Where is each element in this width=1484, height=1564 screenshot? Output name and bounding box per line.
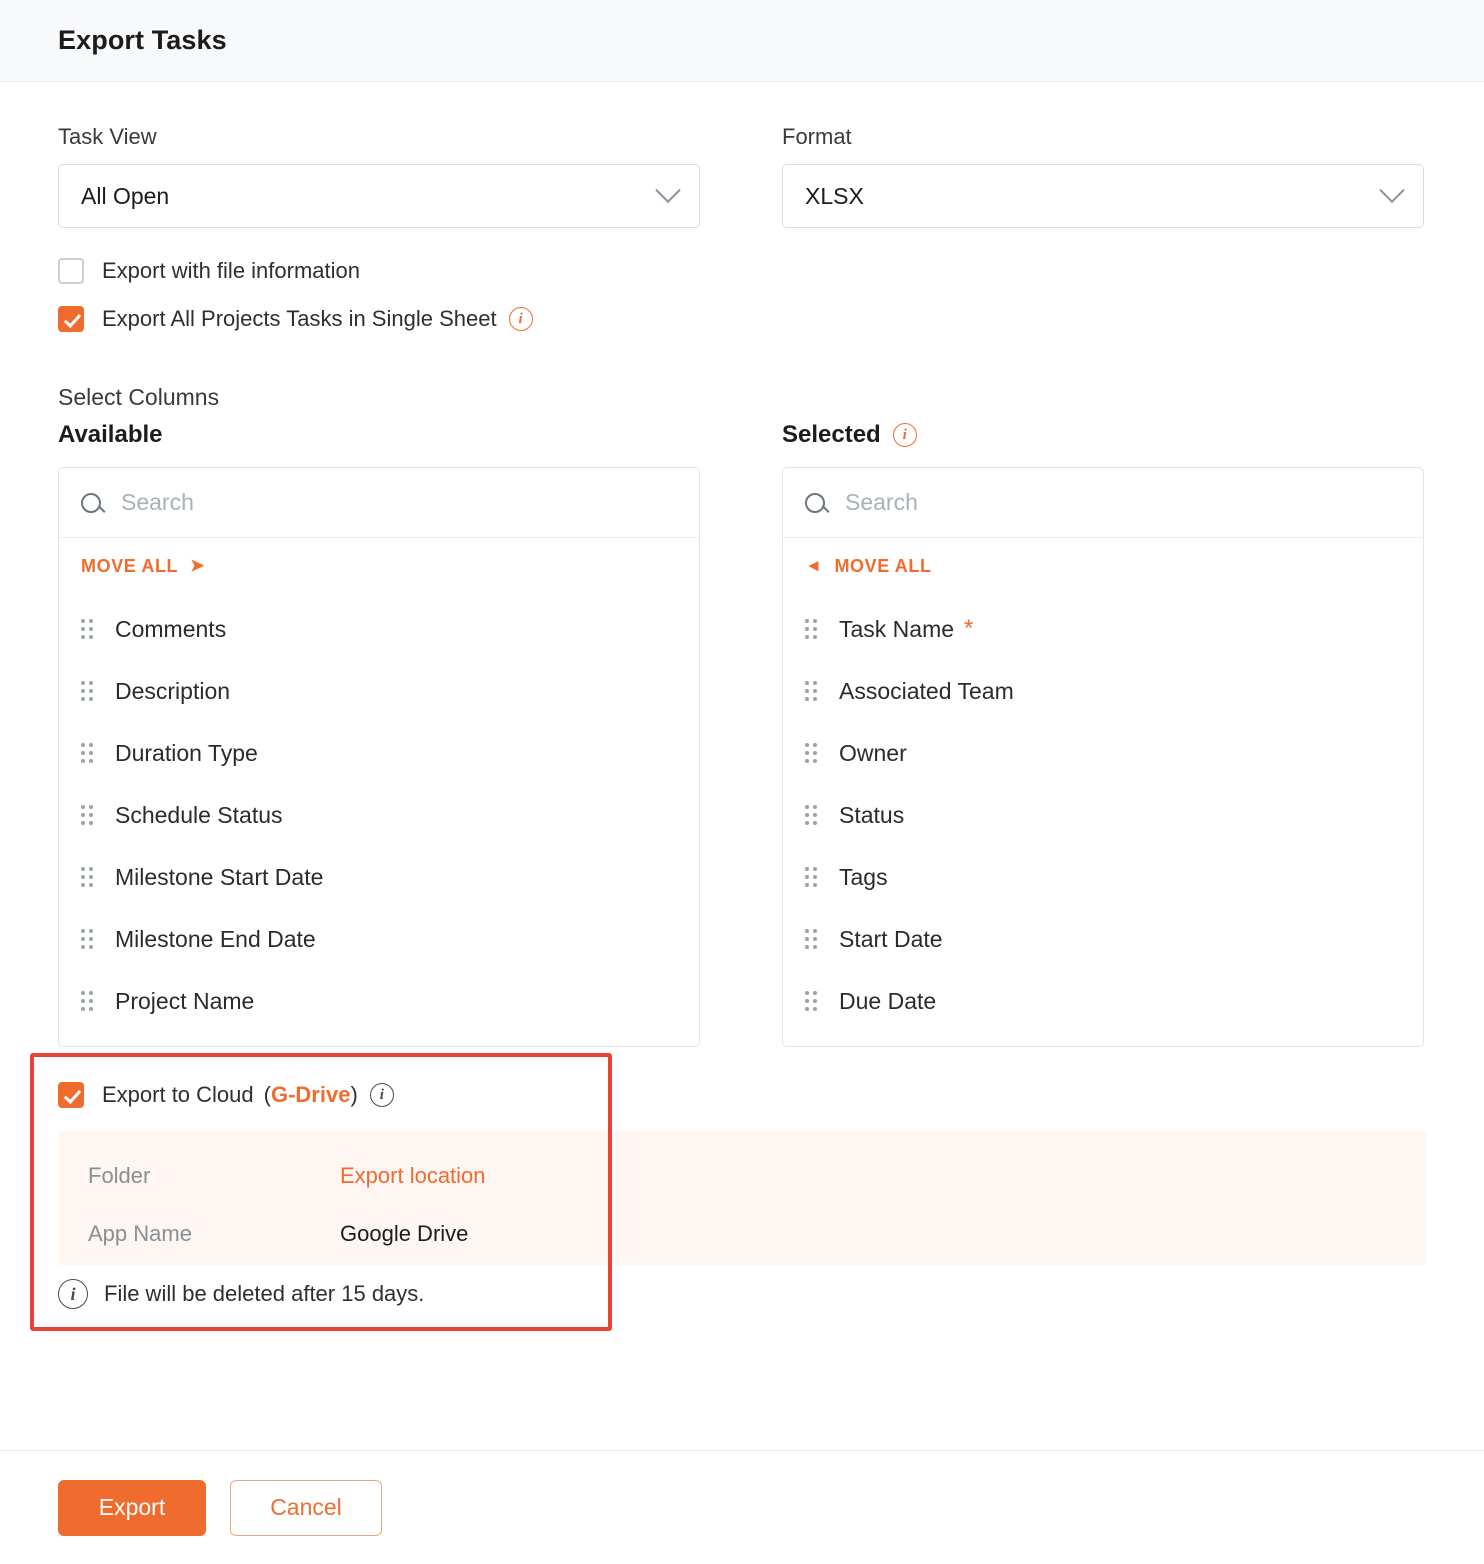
list-item-label: Task Name [839,615,955,642]
chevron-down-icon [1379,178,1404,203]
selected-search-row[interactable] [783,468,1423,538]
format-value: XLSX [805,182,864,209]
drag-handle-icon[interactable] [81,805,97,825]
required-marker: * [964,615,974,642]
export-to-cloud-label: Export to Cloud [102,1082,254,1107]
list-item[interactable] [783,722,1423,784]
list-item[interactable] [59,970,699,1032]
drag-handle-icon[interactable] [81,743,97,763]
available-move-all-button[interactable] [59,538,699,594]
list-item[interactable] [783,660,1423,722]
arrow-left-icon: ◄ [805,556,823,575]
page-title: Export Tasks [58,25,227,55]
list-item-label: Status [839,801,905,828]
chevron-down-icon [655,178,680,203]
list-item[interactable] [59,598,699,660]
dialog-footer [0,1450,1484,1564]
export-single-sheet-checkbox[interactable] [58,306,84,332]
selected-columns-panel [782,467,1424,1047]
export-file-information-row[interactable] [58,258,1426,284]
list-item[interactable] [783,846,1423,908]
search-icon [81,493,101,513]
available-title-row [58,421,700,449]
drag-handle-icon[interactable] [805,619,821,639]
list-item-label: Description [115,677,231,704]
provider-paren-close: ) [350,1082,358,1107]
arrow-right-icon: ➤ [190,556,205,575]
info-icon[interactable]: i [893,423,917,447]
selected-columns-panel-wrap [782,421,1424,1047]
cloud-folder-row [88,1147,1426,1205]
info-icon[interactable]: i [509,307,533,331]
drag-handle-icon[interactable] [805,929,821,949]
task-view-select[interactable] [58,164,700,228]
export-to-cloud-row[interactable] [58,1075,1426,1115]
list-item[interactable] [59,722,699,784]
drag-handle-icon[interactable] [805,867,821,887]
cloud-folder-value[interactable]: Export location [340,1163,486,1188]
format-field [782,124,1424,228]
available-search-input[interactable] [119,488,677,517]
list-item-label: Tags [839,863,888,890]
list-item[interactable] [783,970,1423,1032]
list-item-label: Duration Type [115,739,258,766]
list-item-label: Comments [115,615,227,642]
export-single-sheet-label: Export All Projects Tasks in Single Sheet [102,306,497,331]
retention-note [58,1279,1426,1309]
cloud-app-key: App Name [88,1221,192,1246]
cloud-provider-link[interactable]: G-Drive [270,1082,351,1107]
export-button[interactable]: Export [58,1480,206,1536]
list-item[interactable] [59,846,699,908]
export-file-information-label: Export with file information [102,258,360,283]
selected-search-input[interactable] [843,488,1401,517]
list-item[interactable] [59,784,699,846]
export-options [58,258,1426,332]
available-search-row[interactable] [59,468,699,538]
list-item[interactable] [783,598,1423,660]
selected-title-row [782,421,1424,449]
available-columns-list [59,594,699,1046]
info-icon[interactable]: i [370,1083,394,1107]
cloud-folder-key: Folder [88,1163,151,1188]
selected-columns-list [783,594,1423,1046]
list-item-label: Associated Team [839,677,1014,704]
list-item[interactable] [783,784,1423,846]
format-select[interactable] [782,164,1424,228]
drag-handle-icon[interactable] [81,867,97,887]
provider-paren-open: ( [263,1082,271,1107]
drag-handle-icon[interactable] [805,805,821,825]
list-item-label: Milestone Start Date [115,863,324,890]
dialog-header [0,0,1484,82]
available-columns-panel [58,467,700,1047]
export-to-cloud-checkbox[interactable] [58,1082,84,1108]
cloud-details [58,1147,1426,1263]
drag-handle-icon[interactable] [805,743,821,763]
info-icon: i [58,1279,88,1309]
retention-note-text: File will be deleted after 15 days. [104,1281,425,1306]
task-view-field [58,124,700,228]
cloud-app-value: Google Drive [340,1221,469,1246]
task-view-label: Task View [58,124,157,149]
list-item[interactable] [59,660,699,722]
list-item-label: Milestone End Date [115,925,316,952]
export-file-information-checkbox[interactable] [58,258,84,284]
columns-row [58,421,1426,1047]
dialog-body [0,82,1484,1450]
format-label: Format [782,124,852,149]
list-item[interactable] [59,908,699,970]
top-fields-row [58,124,1426,228]
list-item[interactable] [783,908,1423,970]
drag-handle-icon[interactable] [81,681,97,701]
task-view-value: All Open [81,182,170,209]
selected-title: Selected [782,421,881,448]
select-columns-title: Select Columns [58,384,220,410]
export-to-cloud-section [58,1075,1426,1265]
cancel-button[interactable]: Cancel [230,1480,382,1536]
list-item-label: Due Date [839,987,937,1014]
selected-move-all-label: MOVE ALL [834,555,932,576]
drag-handle-icon[interactable] [805,681,821,701]
drag-handle-icon[interactable] [81,991,97,1011]
available-move-all-label: MOVE ALL [81,555,179,576]
available-columns-panel-wrap [58,421,700,1047]
list-item-label: Owner [839,739,907,766]
list-item-label: Start Date [839,925,943,952]
available-title: Available [58,421,163,448]
list-item-label: Project Name [115,987,255,1014]
selected-move-all-button[interactable] [783,538,1423,594]
list-item-label: Schedule Status [115,801,283,828]
drag-handle-icon[interactable] [805,991,821,1011]
drag-handle-icon[interactable] [81,929,97,949]
search-icon [805,493,825,513]
drag-handle-icon[interactable] [81,619,97,639]
cloud-app-row [88,1205,1426,1263]
export-single-sheet-row[interactable] [58,306,1426,332]
